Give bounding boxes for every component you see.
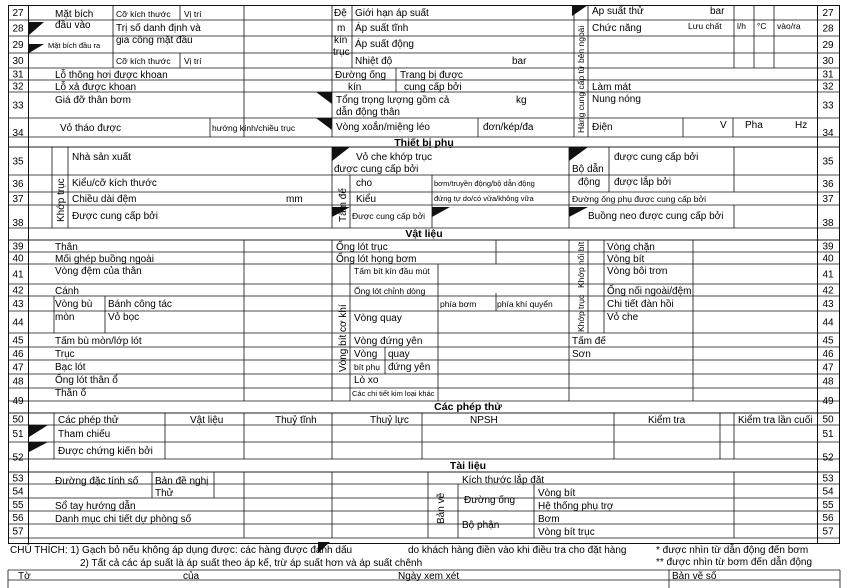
sealed-label: kín [348, 82, 362, 93]
row-number: 45 [12, 335, 24, 347]
row-number: 57 [12, 526, 24, 538]
supplied-by-label-2: được cung cấp bởi [334, 164, 419, 175]
hydrostatic-test-label: Thuỷ tĩnh [275, 415, 317, 426]
row-number: 52 [12, 452, 24, 464]
external-supply-label: Hàng cung cấp từ bên ngoài [576, 25, 586, 133]
row-number: 41 [822, 269, 834, 281]
bearing-housing-label: Thân ổ [55, 388, 87, 399]
npsh-test-label: NPSH [470, 415, 498, 426]
seal-ring-label: Vòng bít [607, 254, 645, 265]
face-finish-label: gia công mặt đầu [116, 35, 193, 46]
proposal-label: Bản đề nghị [155, 476, 209, 487]
position-label-1: Vị trí [184, 9, 202, 19]
celsius-unit-label: °C [757, 21, 767, 31]
baseplate-vertical-label: Tấm đế [338, 188, 349, 222]
row-number: 42 [12, 285, 24, 297]
lh-unit-label: l/h [737, 21, 746, 31]
manual-label: Sổ tay hướng dẫn [55, 501, 136, 512]
row-number: 50 [12, 414, 24, 426]
spiral-label: Vòng xoắn/miệng léo [336, 122, 430, 133]
outlet-flange-label: Mặt bích đầu ra [48, 41, 101, 50]
coupling-guard-label: Vỏ che khớp trục [356, 152, 433, 163]
rotating-ring-label: Vòng quay [354, 313, 402, 324]
shaft-label: Trục [55, 349, 75, 360]
single-double-label: đơn/kép/đa [483, 122, 534, 133]
witnessed-by-label: Được chứng kiến bởi [58, 446, 153, 457]
test-doc-label: Thử [155, 488, 174, 499]
row-number: 53 [12, 473, 24, 485]
wear-ring-label-1: Vòng bù [55, 299, 93, 310]
seal-joint-vertical-label: Khớp nối bít [576, 241, 586, 288]
mech-seal-vertical-label: Vòng bít cơ khí [338, 304, 349, 372]
driver-label-1: Bộ dẫn [572, 164, 604, 175]
materials-title: Vật liệu [405, 228, 443, 240]
flow-sleeve-label: Ống lót chỉnh dòng [354, 286, 426, 296]
aux-system-label: Hệ thống phụ trợ [538, 501, 614, 512]
equipment-label: Trang bị được [400, 70, 463, 81]
row-number: 31 [12, 69, 24, 81]
row-number: 55 [12, 500, 24, 511]
cooling-label: Làm mát [592, 82, 631, 93]
atmosphere-side-label: phía khí quyển [497, 299, 553, 309]
supplied-by-label: cung cấp bởi [404, 82, 462, 93]
dynamic-pressure-label: Áp suất động [355, 39, 414, 50]
row-number: 51 [822, 429, 834, 440]
row-number: 36 [12, 179, 24, 190]
test-pressure-label: Áp suất thử [592, 6, 644, 17]
hydraulic-test-label: Thuỷ lực [370, 415, 409, 426]
row-number: 54 [822, 486, 834, 498]
row-number: 46 [822, 349, 834, 360]
fluid-label: Lưu chất [688, 21, 722, 31]
casing-label: Thân [55, 242, 78, 253]
supplied-by-label-1: Được cung cấp bởi [72, 211, 158, 222]
row-number: 44 [12, 317, 24, 329]
driver-label-2: động [578, 177, 601, 188]
shaft-sleeve-label: Ống lót trục [336, 242, 388, 253]
size-label-1: Cỡ kích thước [116, 9, 171, 19]
row-number: 31 [822, 69, 834, 81]
static-pressure-label: Áp suất tĩnh [355, 23, 409, 34]
row-number: 47 [12, 362, 24, 374]
of-label: của [183, 571, 200, 582]
row-number: 38 [12, 218, 24, 229]
aux-equipment-title: Thiết bị phụ [394, 137, 454, 149]
row-number: 39 [822, 241, 834, 253]
row-number: 46 [12, 349, 24, 360]
sleeve-label: Vỏ bọc [108, 312, 140, 323]
row-number: 30 [12, 56, 24, 67]
row-number: 56 [12, 513, 24, 524]
drive-body-label: dẫn động thân [336, 107, 400, 118]
type-size-label: Kiểu/cỡ kích thước [72, 178, 157, 189]
row-number: 38 [822, 218, 834, 229]
seal-letter-3: kín [334, 35, 348, 46]
pressure-limit-label: Giới hạn áp suất [355, 8, 429, 19]
bar-unit-label: bar [512, 56, 527, 67]
drawing-number-label: Bản vẽ số [672, 571, 717, 582]
drawing-vertical-label: Bản vẽ [436, 492, 447, 524]
temperature-label: Nhiệt độ [355, 56, 393, 67]
electric-label: Điện [592, 122, 613, 133]
row-number: 55 [822, 500, 834, 511]
row-number: 42 [822, 285, 834, 297]
row-number: 34 [822, 128, 834, 139]
row-number: 54 [12, 486, 24, 498]
final-inspection-label: Kiểm tra lần cuối [738, 415, 813, 426]
curve-number-label: Đường đặc tính số [55, 476, 139, 487]
installation-dim-label: Kích thước lắp đặt [462, 475, 545, 486]
doc-seal-label: Vòng bít [538, 488, 576, 499]
row-number: 43 [822, 299, 834, 310]
inspection-label: Kiểm tra [648, 415, 686, 426]
in-out-label: vào/ra [777, 21, 801, 31]
other-metal-label: Các chi tiết kim loại khác [352, 389, 435, 398]
inlet-flange-label: Mặt bích [55, 9, 94, 20]
note-star-1: * được nhìn từ dẫn động đến bơm [656, 545, 809, 556]
volt-unit-label: V [720, 120, 727, 131]
outer-case-joint-label: Mối ghép buồng ngoài [55, 254, 154, 265]
drain-drilled-label: Lỗ xả được khoan [55, 82, 137, 93]
hz-unit-label: Hz [795, 120, 808, 131]
row-number: 53 [822, 473, 834, 485]
row-number: 35 [12, 156, 24, 168]
aux-seal-label-1: Vòng [354, 349, 378, 360]
row-number: 49 [12, 396, 24, 407]
row-number: 37 [12, 194, 24, 205]
row-number: 29 [822, 40, 834, 51]
spring-label: Lò xo [354, 375, 379, 386]
row-number: 49 [822, 396, 834, 407]
tests-label: Các phép thử [58, 415, 119, 426]
aux-seal-label-2: bít phụ [354, 362, 380, 372]
shaft-seal-label: Vòng bít trục [538, 527, 595, 538]
function-label: Chức năng [592, 23, 642, 34]
row-number: 57 [822, 526, 834, 538]
component-label: Bộ phận [462, 520, 500, 531]
stationary-ring-label: Vòng đứng yên [354, 336, 423, 347]
row-numbers-left [12, 8, 24, 538]
coupling-vertical-label: Khớp trục [56, 178, 67, 222]
note-1-tail: do khách hàng điền vào khi điều tra cho đặt hàng [408, 545, 627, 556]
throat-bushing-label: Ống lót họng bơm [336, 254, 417, 265]
anchor-box-label: Buồng neo được cung cấp bởi [588, 211, 724, 222]
spare-parts-label: Danh mục chi tiết dự phòng số [55, 514, 192, 525]
seal-letter-2: m [337, 23, 346, 34]
note-2: 2) Tất cả các áp suất là áp suất theo áp kế, trừ áp suất hơn và áp suất chênh [80, 558, 423, 569]
row-number: 36 [822, 179, 834, 190]
piping-label: Đường ống [335, 70, 387, 81]
doc-pump-label: Bơm [538, 514, 560, 525]
row-number: 44 [822, 317, 834, 329]
row-number: 35 [822, 156, 834, 168]
documents-title: Tài liệu [449, 460, 487, 472]
row-number: 51 [12, 429, 24, 440]
row-number: 37 [822, 194, 834, 205]
aux-piping-label: Đường ống phụ được cung cấp bởi [572, 194, 706, 204]
row-number: 39 [12, 241, 24, 253]
rating-label: Trị số danh định và [116, 23, 201, 34]
wear-ring-label-2: mòn [55, 312, 75, 323]
material-test-label: Vật liệu [190, 415, 224, 426]
seal-letter-4: trục [333, 47, 350, 58]
row-number: 29 [12, 40, 24, 51]
row-number: 27 [822, 8, 834, 19]
kind-label: Kiểu [356, 194, 377, 205]
spacer-length-label: Chiều dài đệm [72, 194, 137, 205]
row-number: 30 [822, 56, 834, 67]
manufacturer-label: Nhà sản xuất [72, 152, 131, 163]
paint-label: Sơn [572, 349, 591, 360]
grout-label: đứng tự do/có vữa/không vữa [434, 194, 534, 203]
wear-plate-label: Tấm bù mòn/lớp lót [55, 336, 142, 347]
bearing-sleeve-label: Ống lót thân ổ [55, 375, 118, 386]
note-1: CHÚ THÍCH: 1) Gạch bỏ nếu không áp dụng được: các hàng được đánh dấu [10, 545, 353, 556]
phase-label: Pha [745, 120, 763, 131]
row-number: 28 [822, 23, 834, 35]
seal-letter-1: Đệ [334, 8, 347, 19]
coupling-vertical-label-2: Khớp trục [576, 294, 586, 332]
row-number: 32 [822, 81, 834, 93]
row-number: 33 [12, 100, 24, 112]
note-star-2: ** được nhìn từ bơm đến dẫn động [656, 557, 813, 568]
revision-date-label: Ngày xem xét [398, 571, 460, 582]
impeller-label: Bánh công tác [108, 299, 172, 310]
casing-gasket-label: Vòng đệm của thân [55, 266, 142, 277]
row-number: 32 [12, 81, 24, 93]
row-number: 28 [12, 23, 24, 35]
row-number: 50 [822, 414, 834, 426]
row-number: 45 [822, 335, 834, 347]
heating-label: Nung nóng [592, 94, 641, 105]
vent-drilled-label: Lỗ thông hơi được khoan [55, 70, 168, 81]
doc-piping-label: Đường ống [464, 495, 516, 506]
end-plate-label: Tấm bít kín đầu mút [354, 266, 430, 276]
bushing-label: Bạc lót [55, 362, 86, 373]
retaining-ring-label: Vòng chặn [607, 242, 655, 253]
pump-side-label: phía bơm [440, 299, 477, 309]
row-number: 56 [822, 513, 834, 524]
row-number: 40 [822, 253, 834, 265]
supplied-by-label-4: được cung cấp bởi [614, 152, 699, 163]
row-numbers-right [822, 8, 834, 538]
kg-unit-label: kg [516, 95, 527, 106]
row-number: 40 [12, 253, 24, 265]
row-number: 33 [822, 100, 834, 112]
radial-axial-label: hướng kính/chiều trục [212, 123, 296, 133]
oil-ring-label: Vòng bôi trơn [607, 266, 668, 277]
mm-unit-label: mm [286, 194, 303, 205]
baseplate-label: Tấm đế [572, 336, 606, 347]
tests-title: Các phép thử [434, 401, 502, 413]
vane-label: Cánh [55, 286, 79, 297]
position-label-2: Vị trí [184, 56, 202, 66]
removable-casing-label: Vỏ tháo được [60, 123, 122, 134]
bar-unit-label-2: bar [710, 6, 725, 17]
mounted-by-label: được lắp bởi [614, 177, 672, 188]
row-number: 48 [822, 376, 834, 388]
for-label: cho [356, 178, 373, 189]
row-number: 47 [822, 362, 834, 374]
casing-support-label: Giá đỡ thân bơm [55, 95, 131, 106]
outer-connector-label: Ống nối ngoài/đệm [607, 286, 692, 297]
supplied-by-label-3: Được cung cấp bởi [352, 211, 426, 221]
size-label-2: Cỡ kích thước [116, 56, 171, 66]
reference-label: Tham chiếu [58, 429, 111, 440]
rotating-label: quay [388, 349, 410, 360]
elastic-element-label: Chi tiết đàn hồi [607, 299, 674, 310]
guard-label: Vỏ che [607, 312, 639, 323]
inlet-label: đầu vào [55, 20, 91, 31]
row-number: 41 [12, 269, 24, 281]
row-number: 52 [822, 452, 834, 464]
stationary-label: đứng yên [388, 362, 431, 373]
sheet-label: Tờ [18, 571, 31, 582]
row-number: 48 [12, 376, 24, 388]
pump-drive-label: bơm/truyền động/bộ dẫn động [434, 179, 535, 188]
row-number: 34 [12, 128, 24, 139]
row-number: 43 [12, 299, 24, 310]
row-number: 27 [12, 8, 24, 19]
total-weight-label: Tổng trọng lượng gồm cả [336, 95, 450, 106]
